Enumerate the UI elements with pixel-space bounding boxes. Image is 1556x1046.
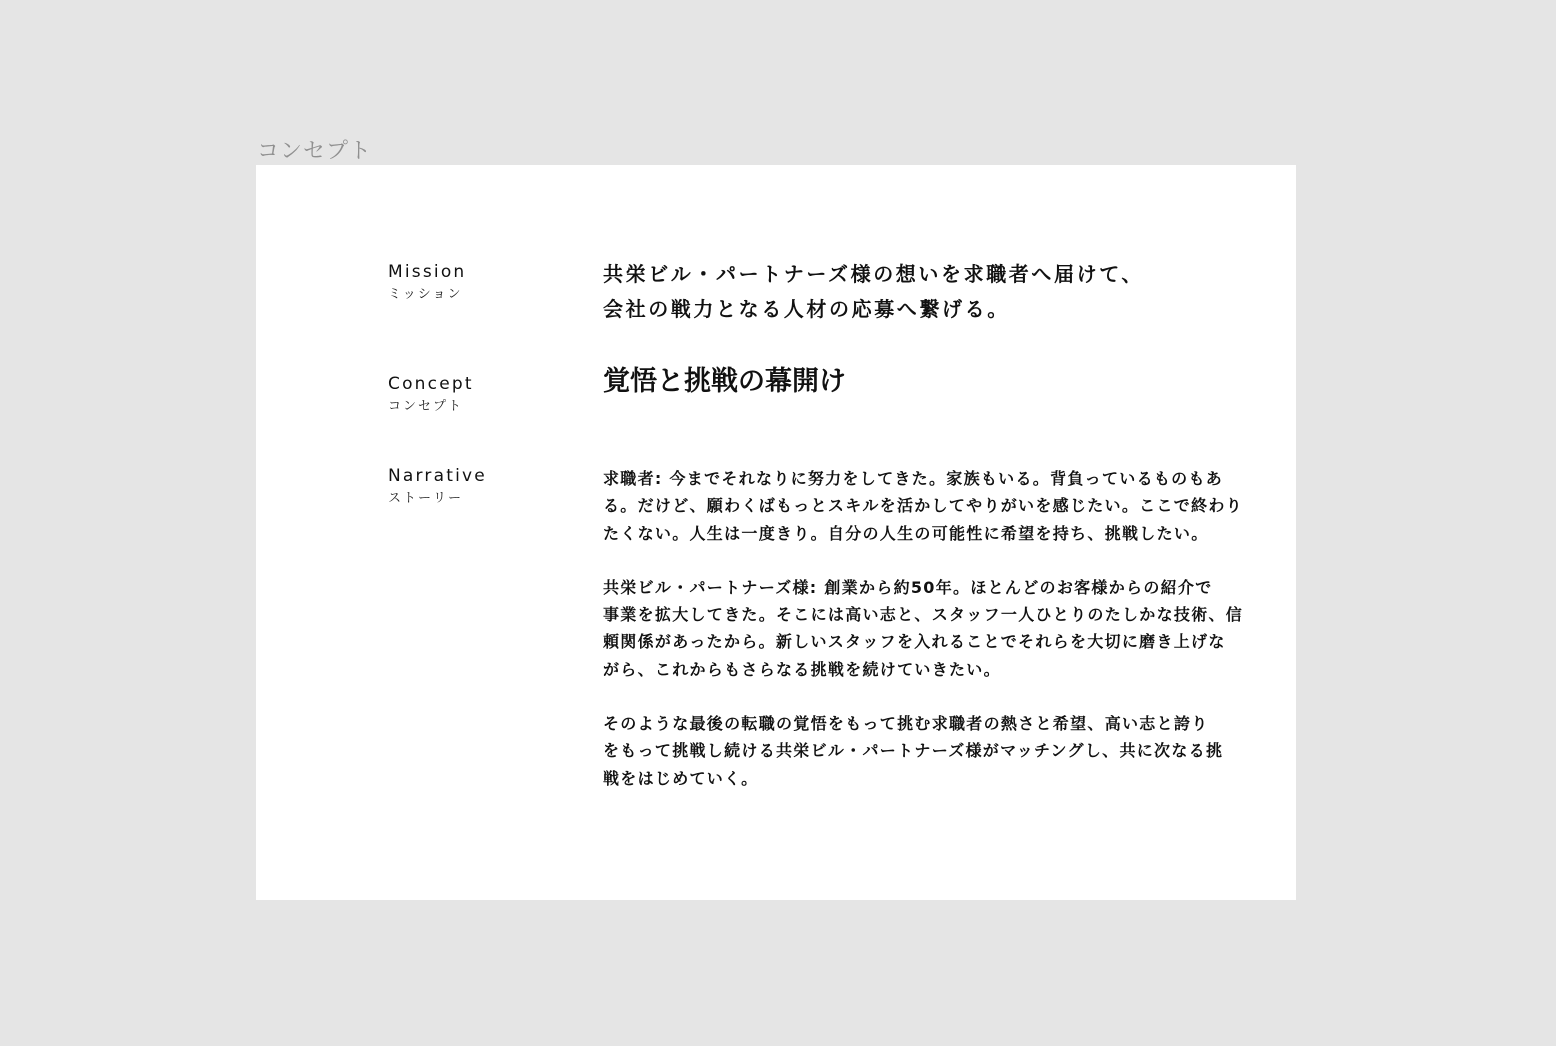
concept-label-en: Concept xyxy=(388,374,474,394)
narrative-paragraph xyxy=(603,574,1253,683)
narrative-line: そのような最後の転職の覚悟をもって挑む求職者の熱さと希望、高い志と誇り xyxy=(603,714,1209,734)
concept-card xyxy=(256,165,1296,900)
concept-title: 覚悟と挑戦の幕開け xyxy=(603,366,846,397)
mission-content xyxy=(603,257,1253,327)
narrative-line: がら、これからもさらなる挑戦を続けていきたい。 xyxy=(603,659,1001,679)
narrative-line: 頼関係があったから。新しいスタッフを入れることでそれらを大切に磨き上げな xyxy=(603,632,1226,652)
narrative-label xyxy=(388,465,588,508)
concept-label xyxy=(388,373,588,416)
narrative-line: 求職者: 今までそれなりに努力をしてきた。家族もいる。背負っているものもあ xyxy=(603,469,1224,488)
narrative-line: 戦をはじめていく。 xyxy=(603,768,759,788)
narrative-line: をもって挑戦し続ける共栄ビル・パートナーズ様がマッチングし、共に次なる挑 xyxy=(603,741,1224,761)
mission-line: 会社の戦力となる人材の応募へ繋げる。 xyxy=(603,297,1010,321)
narrative-label-ja: ストーリー xyxy=(388,491,464,506)
mission-line: 共栄ビル・パートナーズ様の想いを求職者へ届けて、 xyxy=(603,262,1144,286)
narrative-content xyxy=(603,465,1253,819)
concept-content xyxy=(603,365,1253,399)
mission-label-en: Mission xyxy=(388,262,467,282)
frame-label: コンセプト xyxy=(257,139,373,164)
narrative-line: たくない。人生は一度きり。自分の人生の可能性に希望を持ち、挑戦したい。 xyxy=(603,523,1209,543)
concept-label-ja: コンセプト xyxy=(388,399,464,414)
narrative-paragraph xyxy=(603,465,1253,547)
narrative-line: 共栄ビル・パートナーズ様: 創業から約50年。ほとんどのお客様からの紹介で xyxy=(603,577,1213,597)
mission-label xyxy=(388,261,588,304)
narrative-line: 事業を拡大してきた。そこには高い志と、スタッフ一人ひとりのたしかな技術、信 xyxy=(603,605,1244,625)
mission-label-ja: ミッション xyxy=(388,287,463,302)
narrative-paragraph xyxy=(603,710,1253,792)
narrative-line: る。だけど、願わくばもっとスキルを活かしてやりがいを感じたい。ここで終わり xyxy=(603,496,1243,516)
narrative-label-en: Narrative xyxy=(388,466,487,486)
